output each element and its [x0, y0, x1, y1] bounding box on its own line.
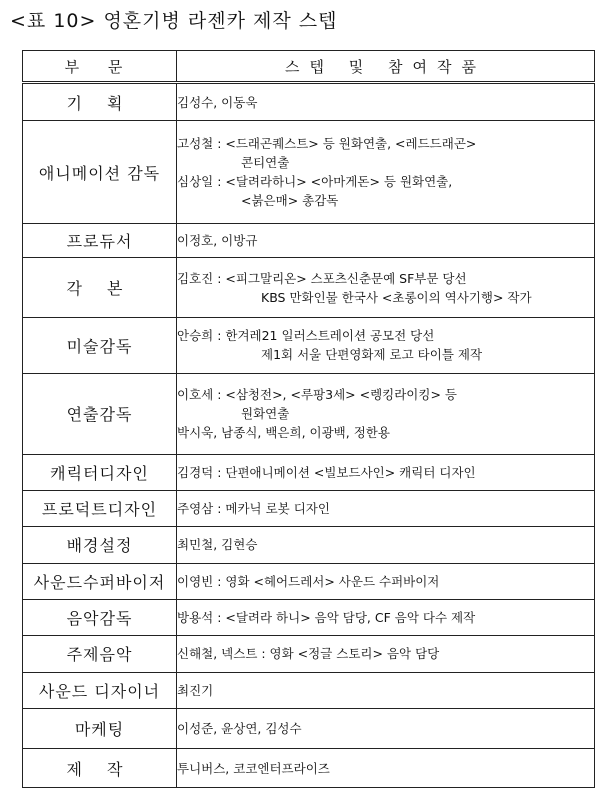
works-cell — [177, 563, 595, 599]
dept-cell: 캐릭터디자인 — [23, 454, 177, 490]
dept-cell: 기 획 — [23, 83, 177, 121]
works-line: <붉은매> 총감독 — [241, 193, 339, 209]
works-line: 주영삼 : 메카닉 로봇 디자인 — [177, 501, 330, 517]
works-line: 심상일 : <달려라하니> <아마게돈> 등 원화연출, — [177, 174, 453, 190]
dept-cell: 연출감독 — [23, 373, 177, 454]
table-caption: <표 10> 영혼기병 라젠카 제작 스텝 — [10, 10, 338, 32]
dept-cell: 사운드수퍼바이저 — [23, 563, 177, 599]
works-cell — [177, 454, 595, 490]
dept-cell: 주제음악 — [23, 636, 177, 672]
works-line: 김호진 : <피그말리온> 스포츠신춘문예 SF부문 당선 — [177, 270, 467, 286]
works-line: 이정호, 이방규 — [177, 233, 258, 249]
works-cell — [177, 121, 595, 224]
works-line: 신해철, 넥스트 : 영화 <정글 스토리> 음악 담당 — [177, 646, 440, 662]
dept-cell: 미술감독 — [23, 317, 177, 373]
table-row — [23, 749, 595, 788]
table-row — [23, 317, 595, 373]
works-line: 콘티연출 — [241, 155, 290, 171]
table-row — [23, 563, 595, 599]
works-line: 제1회 서울 단편영화제 로고 타이틀 제작 — [261, 347, 483, 363]
table-row — [23, 527, 595, 563]
dept-cell: 마케팅 — [23, 708, 177, 749]
works-cell — [177, 636, 595, 672]
table-row — [23, 490, 595, 526]
works-line: 최민철, 김현승 — [177, 537, 258, 553]
works-cell — [177, 83, 595, 121]
table-row — [23, 708, 595, 749]
works-line: KBS 만화인물 한국사 <초롱이의 역사기행> 작가 — [261, 289, 532, 305]
table-row — [23, 672, 595, 708]
works-cell — [177, 223, 595, 257]
staff-table — [22, 50, 595, 788]
table-row — [23, 454, 595, 490]
dept-cell: 각 본 — [23, 258, 177, 318]
works-cell — [177, 258, 595, 318]
table-row — [23, 121, 595, 224]
works-line: 이성준, 윤상연, 김성수 — [177, 721, 302, 737]
dept-cell: 애니메이션 감독 — [23, 121, 177, 224]
works-line: 안승희 : 한겨레21 일러스트레이션 공모전 당선 — [177, 328, 435, 344]
works-line: 이영빈 : 영화 <헤어드레서> 사운드 수퍼바이저 — [177, 573, 440, 589]
works-line: 김경덕 : 단편애니메이션 <빌보드사인> 캐릭터 디자인 — [177, 464, 476, 480]
works-line: 김성수, 이동욱 — [177, 94, 258, 110]
works-cell — [177, 599, 595, 635]
table-row — [23, 223, 595, 257]
dept-cell: 음악감독 — [23, 599, 177, 635]
table-row — [23, 258, 595, 318]
works-line: 투니버스, 코코엔터프라이즈 — [177, 760, 330, 776]
works-cell — [177, 490, 595, 526]
table-header-row — [23, 51, 595, 83]
works-line: 이호세 : <삼청전>, <루팡3세> <렝킹라이킹> 등 — [177, 387, 457, 403]
table-row — [23, 83, 595, 121]
works-line: 박시욱, 남종식, 백은희, 이광백, 정한용 — [177, 425, 390, 441]
table-row — [23, 599, 595, 635]
works-line: 고성철 : <드래곤퀘스트> 등 원화연출, <레드드래곤> — [177, 136, 477, 152]
works-cell — [177, 749, 595, 788]
header-dept: 부 문 — [23, 51, 177, 83]
dept-cell: 프로덕트디자인 — [23, 490, 177, 526]
works-cell — [177, 527, 595, 563]
works-line: 원화연출 — [241, 406, 290, 422]
header-works: 스텝 및 참여작품 — [177, 51, 595, 83]
works-cell — [177, 373, 595, 454]
dept-cell: 사운드 디자이너 — [23, 672, 177, 708]
works-cell — [177, 672, 595, 708]
table-row — [23, 636, 595, 672]
works-cell — [177, 317, 595, 373]
dept-cell: 제 작 — [23, 749, 177, 788]
works-line: 최진기 — [177, 682, 214, 698]
works-line: 방용석 : <달려라 하니> 음악 담당, CF 음악 다수 제작 — [177, 610, 476, 626]
works-cell — [177, 708, 595, 749]
dept-cell: 배경설정 — [23, 527, 177, 563]
table-row — [23, 373, 595, 454]
dept-cell: 프로듀서 — [23, 223, 177, 257]
